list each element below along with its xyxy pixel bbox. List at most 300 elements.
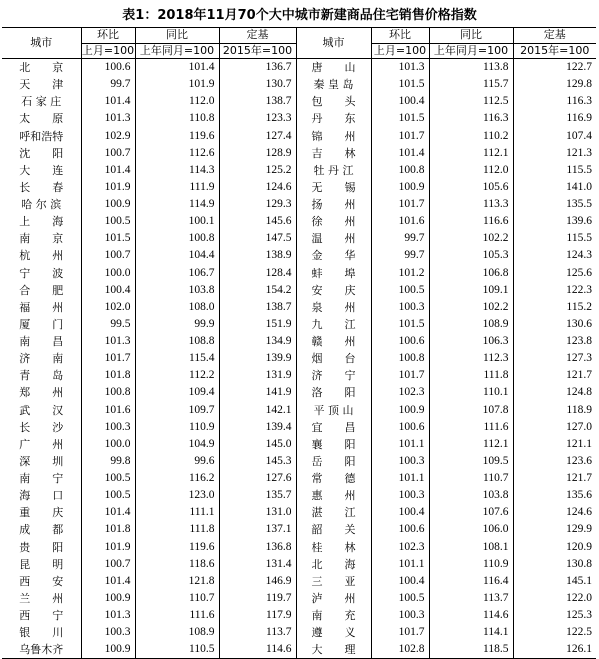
base-value-right: 127.0 [513, 419, 596, 436]
yoy-value-right: 112.1 [429, 145, 513, 162]
mom-value-left: 99.8 [81, 453, 135, 470]
yoy-value-left: 112.6 [135, 145, 219, 162]
mom-value-right: 100.5 [371, 590, 429, 607]
city-name-left: 成 都 [19, 523, 64, 537]
mom-value-right: 102.8 [371, 641, 429, 659]
mom-value-left: 100.7 [81, 145, 135, 162]
mom-value-left: 101.6 [81, 402, 135, 419]
base-value-right: 126.1 [513, 641, 596, 659]
mom-value-right: 100.3 [371, 607, 429, 624]
yoy-value-left: 110.8 [135, 110, 219, 127]
yoy-value-right: 116.3 [429, 110, 513, 127]
yoy-value-left: 104.4 [135, 247, 219, 264]
base-value-right: 124.8 [513, 384, 596, 401]
city-name-left: 石 家 庄 [21, 95, 62, 109]
base-value-right: 122.0 [513, 590, 596, 607]
mom-value-left: 101.3 [81, 110, 135, 127]
city-name-left: 呼和浩特 [19, 129, 64, 143]
mom-value-right: 100.8 [371, 162, 429, 179]
base-header-left: 定基 [219, 28, 296, 44]
mom-value-right: 100.3 [371, 487, 429, 504]
city-name-left: 南 昌 [19, 335, 64, 349]
table-row [2, 333, 596, 350]
table-row [2, 265, 596, 282]
mom-value-right: 101.4 [371, 145, 429, 162]
base-value-left: 138.9 [219, 247, 296, 264]
table-row [2, 504, 596, 521]
city-name-right: 南 充 [296, 607, 371, 624]
yoy-value-left: 103.8 [135, 282, 219, 299]
table-row [2, 350, 596, 367]
yoy-value-left: 123.0 [135, 487, 219, 504]
mom-value-left: 100.8 [81, 384, 135, 401]
city-name-right: 烟 台 [296, 350, 371, 367]
mom-value-right: 100.8 [371, 350, 429, 367]
city-name-left: 长 沙 [19, 420, 64, 434]
city-name-left: 青 岛 [19, 369, 64, 383]
yoy-value-right: 107.8 [429, 402, 513, 419]
mom-header-right: 环比 [371, 28, 429, 44]
yoy-value-right: 113.8 [429, 59, 513, 77]
mom-value-left: 99.5 [81, 316, 135, 333]
base-value-left: 136.8 [219, 539, 296, 556]
yoy-value-right: 116.4 [429, 573, 513, 590]
base-value-left: 145.6 [219, 213, 296, 230]
base-value-right: 135.5 [513, 196, 596, 213]
city-name-right: 桂 林 [296, 539, 371, 556]
city-name-right: 韶 关 [296, 521, 371, 538]
city-name-right: 秦 皇 岛 [296, 76, 371, 93]
base-header-right: 定基 [513, 28, 596, 44]
mom-value-left: 100.6 [81, 59, 135, 77]
base-value-right: 107.4 [513, 128, 596, 145]
yoy-value-left: 108.0 [135, 299, 219, 316]
yoy-value-right: 112.0 [429, 162, 513, 179]
base-value-right: 141.0 [513, 179, 596, 196]
base-value-right: 120.9 [513, 539, 596, 556]
mom-value-left: 101.4 [81, 573, 135, 590]
table-row [2, 179, 596, 196]
table-row [2, 76, 596, 93]
mom-value-right: 100.6 [371, 419, 429, 436]
mom-value-left: 100.0 [81, 265, 135, 282]
mom-value-left: 101.4 [81, 93, 135, 110]
base-value-right: 122.7 [513, 59, 596, 77]
city-header-left: 城市 [2, 28, 81, 59]
base-value-left: 127.4 [219, 128, 296, 145]
mom-value-left: 100.9 [81, 590, 135, 607]
city-name-left: 天 津 [19, 78, 64, 92]
yoy-subheader-left: 上年同月=100 [135, 43, 219, 59]
base-value-left: 151.9 [219, 316, 296, 333]
table-row [2, 487, 596, 504]
base-value-right: 139.6 [513, 213, 596, 230]
mom-value-right: 102.3 [371, 384, 429, 401]
base-value-right: 121.1 [513, 436, 596, 453]
city-name-left: 贵 阳 [19, 540, 64, 554]
table-row [2, 453, 596, 470]
mom-value-left: 102.0 [81, 299, 135, 316]
mom-value-right: 101.1 [371, 556, 429, 573]
base-value-left: 131.0 [219, 504, 296, 521]
yoy-value-right: 110.9 [429, 556, 513, 573]
city-name-right: 泸 州 [296, 590, 371, 607]
city-name-right: 徐 州 [296, 213, 371, 230]
yoy-value-left: 111.6 [135, 607, 219, 624]
yoy-value-left: 99.6 [135, 453, 219, 470]
mom-value-right: 101.1 [371, 470, 429, 487]
mom-value-left: 100.9 [81, 641, 135, 659]
base-value-left: 114.6 [219, 641, 296, 659]
city-name-left: 海 口 [19, 489, 64, 503]
mom-value-right: 100.9 [371, 179, 429, 196]
yoy-value-right: 103.8 [429, 487, 513, 504]
yoy-value-right: 113.7 [429, 590, 513, 607]
mom-value-right: 101.5 [371, 110, 429, 127]
table-row [2, 470, 596, 487]
base-value-left: 131.9 [219, 367, 296, 384]
mom-subheader-right: 上月=100 [371, 43, 429, 59]
city-name-right: 济 宁 [296, 367, 371, 384]
yoy-value-left: 101.4 [135, 59, 219, 77]
base-value-right: 124.3 [513, 247, 596, 264]
yoy-value-right: 105.6 [429, 179, 513, 196]
table-row [2, 282, 596, 299]
city-name-left: 济 南 [19, 352, 64, 366]
yoy-value-left: 108.9 [135, 624, 219, 641]
city-name-left: 乌鲁木齐 [2, 641, 81, 659]
mom-value-right: 100.3 [371, 453, 429, 470]
yoy-value-left: 109.4 [135, 384, 219, 401]
mom-value-left: 100.5 [81, 470, 135, 487]
base-value-left: 139.9 [219, 350, 296, 367]
yoy-value-left: 99.9 [135, 316, 219, 333]
yoy-value-right: 112.3 [429, 350, 513, 367]
base-value-left: 138.7 [219, 93, 296, 110]
yoy-value-left: 119.6 [135, 539, 219, 556]
table-row [2, 196, 596, 213]
yoy-header-right: 同比 [429, 28, 513, 44]
base-value-left: 135.7 [219, 487, 296, 504]
base-value-left: 146.9 [219, 573, 296, 590]
city-name-right: 蚌 埠 [296, 265, 371, 282]
base-value-left: 124.6 [219, 179, 296, 196]
city-name-right: 温 州 [296, 230, 371, 247]
city-name-right: 湛 江 [296, 504, 371, 521]
yoy-value-right: 118.5 [429, 641, 513, 659]
base-subheader-right: 2015年=100 [513, 43, 596, 59]
table-row [2, 573, 596, 590]
base-value-right: 115.5 [513, 230, 596, 247]
city-name-right: 锦 州 [296, 128, 371, 145]
mom-value-right: 101.7 [371, 196, 429, 213]
city-name-right: 金 华 [296, 247, 371, 264]
base-value-right: 116.9 [513, 110, 596, 127]
city-name-right: 赣 州 [296, 333, 371, 350]
table-row [2, 128, 596, 145]
table-row [2, 316, 596, 333]
mom-value-right: 99.7 [371, 247, 429, 264]
mom-subheader-left: 上月=100 [81, 43, 135, 57]
city-name-right: 包 头 [296, 93, 371, 110]
mom-header-left: 环比 [81, 28, 135, 44]
yoy-value-right: 112.5 [429, 93, 513, 110]
base-value-right: 123.8 [513, 333, 596, 350]
table-row [2, 556, 596, 573]
yoy-value-left: 110.7 [135, 590, 219, 607]
mom-value-left: 101.3 [81, 333, 135, 350]
yoy-value-left: 104.9 [135, 436, 219, 453]
yoy-value-right: 110.7 [429, 470, 513, 487]
yoy-value-right: 114.6 [429, 607, 513, 624]
yoy-value-left: 114.9 [135, 196, 219, 213]
yoy-value-right: 109.1 [429, 282, 513, 299]
base-value-left: 129.3 [219, 196, 296, 213]
yoy-value-right: 112.1 [429, 436, 513, 453]
yoy-value-right: 108.9 [429, 316, 513, 333]
mom-value-left: 101.4 [81, 504, 135, 521]
city-name-left: 上 海 [19, 215, 64, 229]
yoy-value-right: 115.7 [429, 76, 513, 93]
mom-value-right: 101.1 [371, 436, 429, 453]
mom-value-left: 102.9 [81, 128, 135, 145]
mom-value-left: 100.5 [81, 487, 135, 504]
table-row [2, 230, 596, 247]
base-subheader-left: 2015年=100 [219, 43, 296, 59]
city-name-right: 惠 州 [296, 487, 371, 504]
table-row [2, 110, 596, 127]
yoy-value-left: 114.3 [135, 162, 219, 179]
city-name-left: 太 原 [19, 112, 64, 126]
city-name-right: 无 锡 [296, 179, 371, 196]
yoy-value-left: 112.0 [135, 93, 219, 110]
table-title: 表1：2018年11月70个大中城市新建商品住宅销售价格指数 [122, 8, 477, 23]
mom-value-right: 100.9 [371, 402, 429, 419]
base-value-left: 128.4 [219, 265, 296, 282]
yoy-value-left: 109.7 [135, 402, 219, 419]
city-name-left: 深 圳 [19, 454, 64, 468]
city-name-left: 长 春 [19, 180, 64, 194]
base-value-left: 142.1 [219, 402, 296, 419]
base-value-left: 154.2 [219, 282, 296, 299]
table-row [2, 402, 596, 419]
city-name-right: 平 顶 山 [296, 402, 371, 419]
city-name-right: 牡 丹 江 [296, 162, 371, 179]
city-name-left: 武 汉 [19, 403, 64, 417]
mom-value-right: 100.5 [371, 282, 429, 299]
table-row [2, 213, 596, 230]
yoy-value-right: 116.6 [429, 213, 513, 230]
city-name-left: 广 州 [19, 437, 64, 451]
base-value-left: 131.4 [219, 556, 296, 573]
base-value-left: 113.7 [219, 624, 296, 641]
city-name-right: 扬 州 [296, 196, 371, 213]
base-value-left: 123.3 [219, 110, 296, 127]
mom-value-right: 101.2 [371, 265, 429, 282]
table-row [2, 590, 596, 607]
table-row [2, 367, 596, 384]
mom-value-right: 101.3 [371, 59, 429, 77]
yoy-value-right: 113.3 [429, 196, 513, 213]
base-value-left: 117.9 [219, 607, 296, 624]
city-name-right: 九 江 [296, 316, 371, 333]
mom-value-left: 100.9 [81, 196, 135, 213]
yoy-value-right: 109.5 [429, 453, 513, 470]
city-name-left: 郑 州 [19, 386, 64, 400]
table-row [2, 419, 596, 436]
city-name-left: 西 宁 [19, 609, 64, 623]
table-row [2, 162, 596, 179]
table-row [2, 624, 596, 641]
yoy-value-right: 105.3 [429, 247, 513, 264]
city-name-right: 唐 山 [296, 59, 371, 77]
city-name-right: 安 庆 [296, 282, 371, 299]
city-name-left: 杭 州 [19, 249, 64, 263]
base-value-right: 115.2 [513, 299, 596, 316]
mom-value-left: 100.4 [81, 282, 135, 299]
base-value-left: 137.1 [219, 521, 296, 538]
base-value-right: 122.5 [513, 624, 596, 641]
mom-value-right: 101.7 [371, 367, 429, 384]
city-name-right: 大 理 [296, 641, 371, 659]
city-name-left: 重 庆 [19, 506, 64, 520]
table-row [2, 59, 596, 77]
yoy-value-left: 112.2 [135, 367, 219, 384]
table-row [2, 247, 596, 264]
mom-value-right: 100.3 [371, 299, 429, 316]
yoy-subheader-right: 上年同月=100 [429, 43, 513, 59]
yoy-value-left: 111.8 [135, 521, 219, 538]
yoy-value-right: 114.1 [429, 624, 513, 641]
base-value-left: 128.9 [219, 145, 296, 162]
base-value-right: 121.7 [513, 367, 596, 384]
mom-value-left: 101.8 [81, 521, 135, 538]
table-row [2, 539, 596, 556]
city-name-left: 北 京 [19, 61, 64, 75]
mom-value-left: 100.5 [81, 213, 135, 230]
base-value-left: 138.7 [219, 299, 296, 316]
yoy-value-left: 121.8 [135, 573, 219, 590]
city-name-right: 遵 义 [296, 624, 371, 641]
base-value-right: 121.7 [513, 470, 596, 487]
yoy-value-left: 106.7 [135, 265, 219, 282]
table-body [2, 59, 596, 659]
base-value-right: 121.3 [513, 145, 596, 162]
yoy-value-left: 100.8 [135, 230, 219, 247]
mom-value-left: 101.5 [81, 230, 135, 247]
base-value-right: 135.6 [513, 487, 596, 504]
yoy-value-left: 119.6 [135, 128, 219, 145]
city-name-right: 常 德 [296, 470, 371, 487]
base-value-left: 136.7 [219, 59, 296, 77]
mom-value-right: 101.7 [371, 128, 429, 145]
base-value-right: 127.3 [513, 350, 596, 367]
yoy-value-left: 108.8 [135, 333, 219, 350]
table-row [2, 607, 596, 624]
yoy-value-left: 116.2 [135, 470, 219, 487]
city-name-left: 厦 门 [19, 317, 64, 331]
yoy-value-left: 115.4 [135, 350, 219, 367]
yoy-value-left: 100.1 [135, 213, 219, 230]
base-value-right: 115.5 [513, 162, 596, 179]
base-value-left: 125.2 [219, 162, 296, 179]
city-name-right: 丹 东 [296, 110, 371, 127]
base-value-left: 145.3 [219, 453, 296, 470]
base-value-left: 141.9 [219, 384, 296, 401]
mom-value-left: 100.7 [81, 247, 135, 264]
city-name-left: 哈 尔 滨 [21, 198, 62, 212]
city-name-right: 北 海 [296, 556, 371, 573]
yoy-value-left: 101.9 [135, 76, 219, 93]
mom-value-left: 101.8 [81, 367, 135, 384]
base-value-left: 134.9 [219, 333, 296, 350]
base-value-right: 124.6 [513, 504, 596, 521]
table-row [2, 299, 596, 316]
base-value-right: 130.8 [513, 556, 596, 573]
city-name-right: 襄 阳 [296, 436, 371, 453]
mom-value-right: 101.7 [371, 624, 429, 641]
price-index-table [2, 27, 596, 659]
yoy-value-left: 110.9 [135, 419, 219, 436]
base-value-right: 122.3 [513, 282, 596, 299]
mom-value-left: 99.7 [81, 76, 135, 93]
mom-value-right: 100.4 [371, 573, 429, 590]
yoy-value-right: 102.2 [429, 230, 513, 247]
city-name-right: 洛 阳 [296, 384, 371, 401]
city-name-left: 合 肥 [19, 283, 64, 297]
base-value-right: 125.3 [513, 607, 596, 624]
mom-value-left: 100.0 [81, 436, 135, 453]
table-row [2, 93, 596, 110]
yoy-value-left: 111.9 [135, 179, 219, 196]
yoy-value-left: 118.6 [135, 556, 219, 573]
mom-value-right: 100.4 [371, 504, 429, 521]
mom-value-right: 100.4 [371, 93, 429, 110]
mom-value-left: 101.4 [81, 162, 135, 179]
base-value-right: 129.8 [513, 76, 596, 93]
mom-value-left: 101.9 [81, 179, 135, 196]
yoy-value-right: 111.6 [429, 419, 513, 436]
mom-value-right: 102.3 [371, 539, 429, 556]
yoy-value-right: 106.8 [429, 265, 513, 282]
city-name-left: 南 京 [19, 232, 64, 246]
city-name-left: 宁 波 [19, 266, 64, 280]
mom-value-right: 100.6 [371, 333, 429, 350]
base-value-right: 130.6 [513, 316, 596, 333]
base-value-left: 147.5 [219, 230, 296, 247]
mom-value-right: 99.7 [371, 230, 429, 247]
city-name-right: 宜 昌 [296, 419, 371, 436]
city-name-left: 银 川 [19, 626, 64, 640]
yoy-header-left: 同比 [135, 28, 219, 44]
base-value-left: 139.4 [219, 419, 296, 436]
yoy-value-right: 106.3 [429, 333, 513, 350]
mom-value-right: 101.5 [371, 316, 429, 333]
city-header-right: 城市 [296, 28, 371, 59]
base-value-right: 123.6 [513, 453, 596, 470]
base-value-right: 125.6 [513, 265, 596, 282]
base-value-right: 129.9 [513, 521, 596, 538]
base-value-left: 145.0 [219, 436, 296, 453]
city-name-left: 沈 阳 [19, 146, 64, 160]
table-row [2, 145, 596, 162]
mom-value-left: 100.7 [81, 556, 135, 573]
base-value-left: 130.7 [219, 76, 296, 93]
base-value-left: 119.7 [219, 590, 296, 607]
yoy-value-right: 111.8 [429, 367, 513, 384]
mom-value-left: 100.3 [81, 419, 135, 436]
mom-value-left: 101.9 [81, 539, 135, 556]
